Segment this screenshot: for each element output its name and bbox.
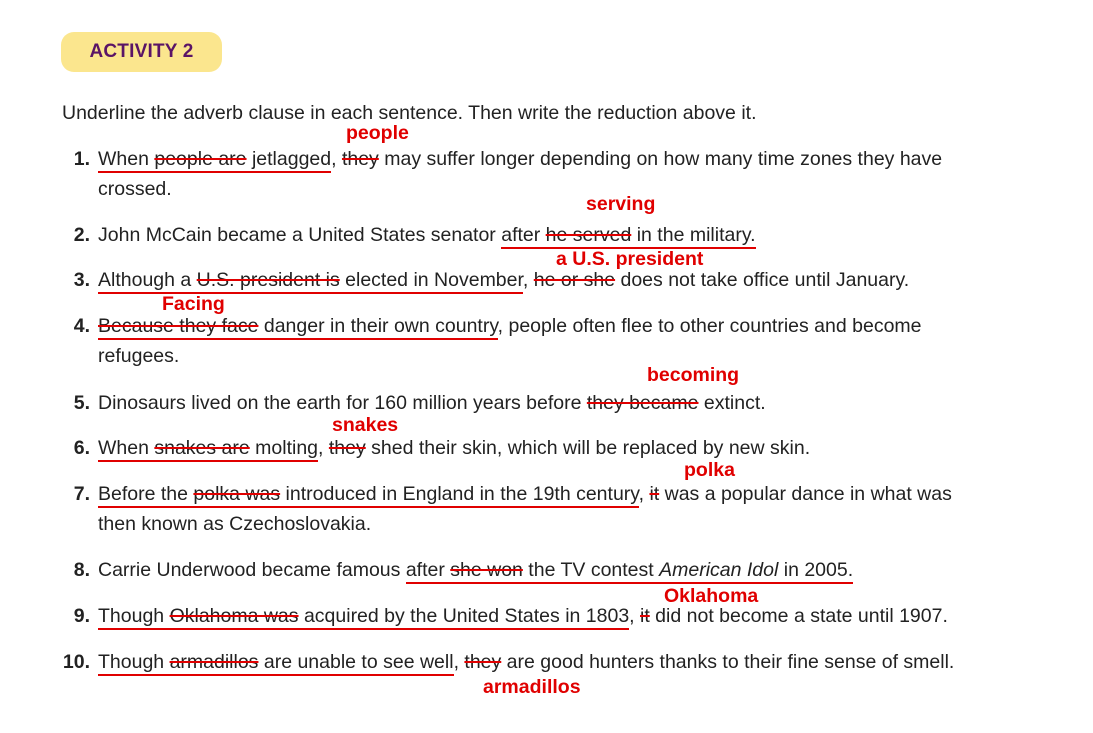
italic-title: American Idol [659,559,779,581]
text: are unable to see well [258,651,454,673]
text: Before the [98,483,194,505]
text: elected in November [339,269,523,291]
text: then known as Czechoslovakia. [98,513,372,535]
text: introduced in England in the 19th century [280,483,639,505]
struck-text: he served [545,224,632,246]
struck-text: they [341,148,379,170]
sentence-text [98,265,909,295]
text: may suffer longer depending on how many time zones they have [378,148,943,170]
text: , [331,148,342,170]
item-number: 2. [73,224,90,246]
text: after [405,559,451,581]
text: in 2005. [778,559,854,581]
struck-text: polka was [193,483,281,505]
text: shed their skin, which will be replaced by new skin. [365,437,811,459]
text: , [638,483,650,505]
struck-text: she won [450,559,523,581]
text: , people often flee to other countries and become [497,315,922,337]
text: Carrie Underwood became famous [98,559,406,581]
text: danger in their own country [258,315,498,337]
text: extinct. [698,392,766,414]
struck-text: snakes are [154,437,250,459]
item-number: 3. [73,269,90,291]
annotation-2: serving [586,193,656,215]
annotation-10: armadillos [483,676,581,698]
text: Dinosaurs lived on the earth for 160 million years before [98,392,587,414]
struck-text: people are [154,148,247,170]
annotation-9: Oklahoma [664,585,759,607]
sentence-text [98,220,756,250]
sentence-text [98,311,922,341]
struck-text: armadillos [169,651,259,673]
text: Though [98,651,170,673]
text: after [501,224,546,246]
text: molting [249,437,319,459]
struck-text: Oklahoma was [169,605,299,627]
text: , [522,269,534,291]
activity-badge [61,32,222,72]
text: Though [98,605,170,627]
sentence-text [98,144,942,174]
struck-text: they [328,437,366,459]
struck-text: U.S. president is [196,269,340,291]
struck-text: it [649,483,660,505]
annotation-7: polka [684,459,735,481]
text: , [453,651,465,673]
text: jetlagged [246,148,332,170]
text: When [98,148,155,170]
item-number: 8. [73,559,90,581]
sentence-text [98,388,766,418]
sentence-text [98,647,954,677]
activity-label: ACTIVITY 2 [89,41,194,62]
item-number: 7. [73,483,90,505]
text: was a popular dance in what was [659,483,952,505]
struck-text: he or she [533,269,616,291]
annotation-4: Facing [162,293,225,315]
text: , [629,605,641,627]
text: refugees. [98,345,180,367]
annotation-1: people [346,122,409,144]
item-number: 9. [73,605,90,627]
text: does not take office until January. [615,269,910,291]
text: the TV contest [522,559,660,581]
item-number: 5. [73,392,90,414]
text: acquired by the United States in 1803 [298,605,630,627]
item-number: 6. [73,437,90,459]
annotation-6: snakes [332,414,399,436]
text: John McCain became a United States senator [98,224,502,246]
annotation-3: a U.S. president [556,248,704,270]
struck-text: Because they face [98,315,259,337]
sentence-text [98,479,952,509]
text: , [318,437,329,459]
text: did not become a state until 1907. [649,605,948,627]
struck-text: they became [586,392,699,414]
sentence-text [98,555,853,585]
sentence-text [98,601,948,631]
text: crossed. [98,178,172,200]
item-number: 10. [62,651,90,673]
annotation-5: becoming [647,364,740,386]
struck-text: they [464,651,502,673]
struck-text: it [640,605,650,627]
text: When [98,437,155,459]
item-number: 1. [73,148,90,170]
item-number: 4. [73,315,90,337]
text: Although a [98,269,197,291]
text: are good hunters thanks to their fine sense of smell. [501,651,955,673]
text: in the military. [631,224,756,246]
instructions: Underline the adverb clause in each sentence. Then write the reduction above it. [62,102,757,124]
